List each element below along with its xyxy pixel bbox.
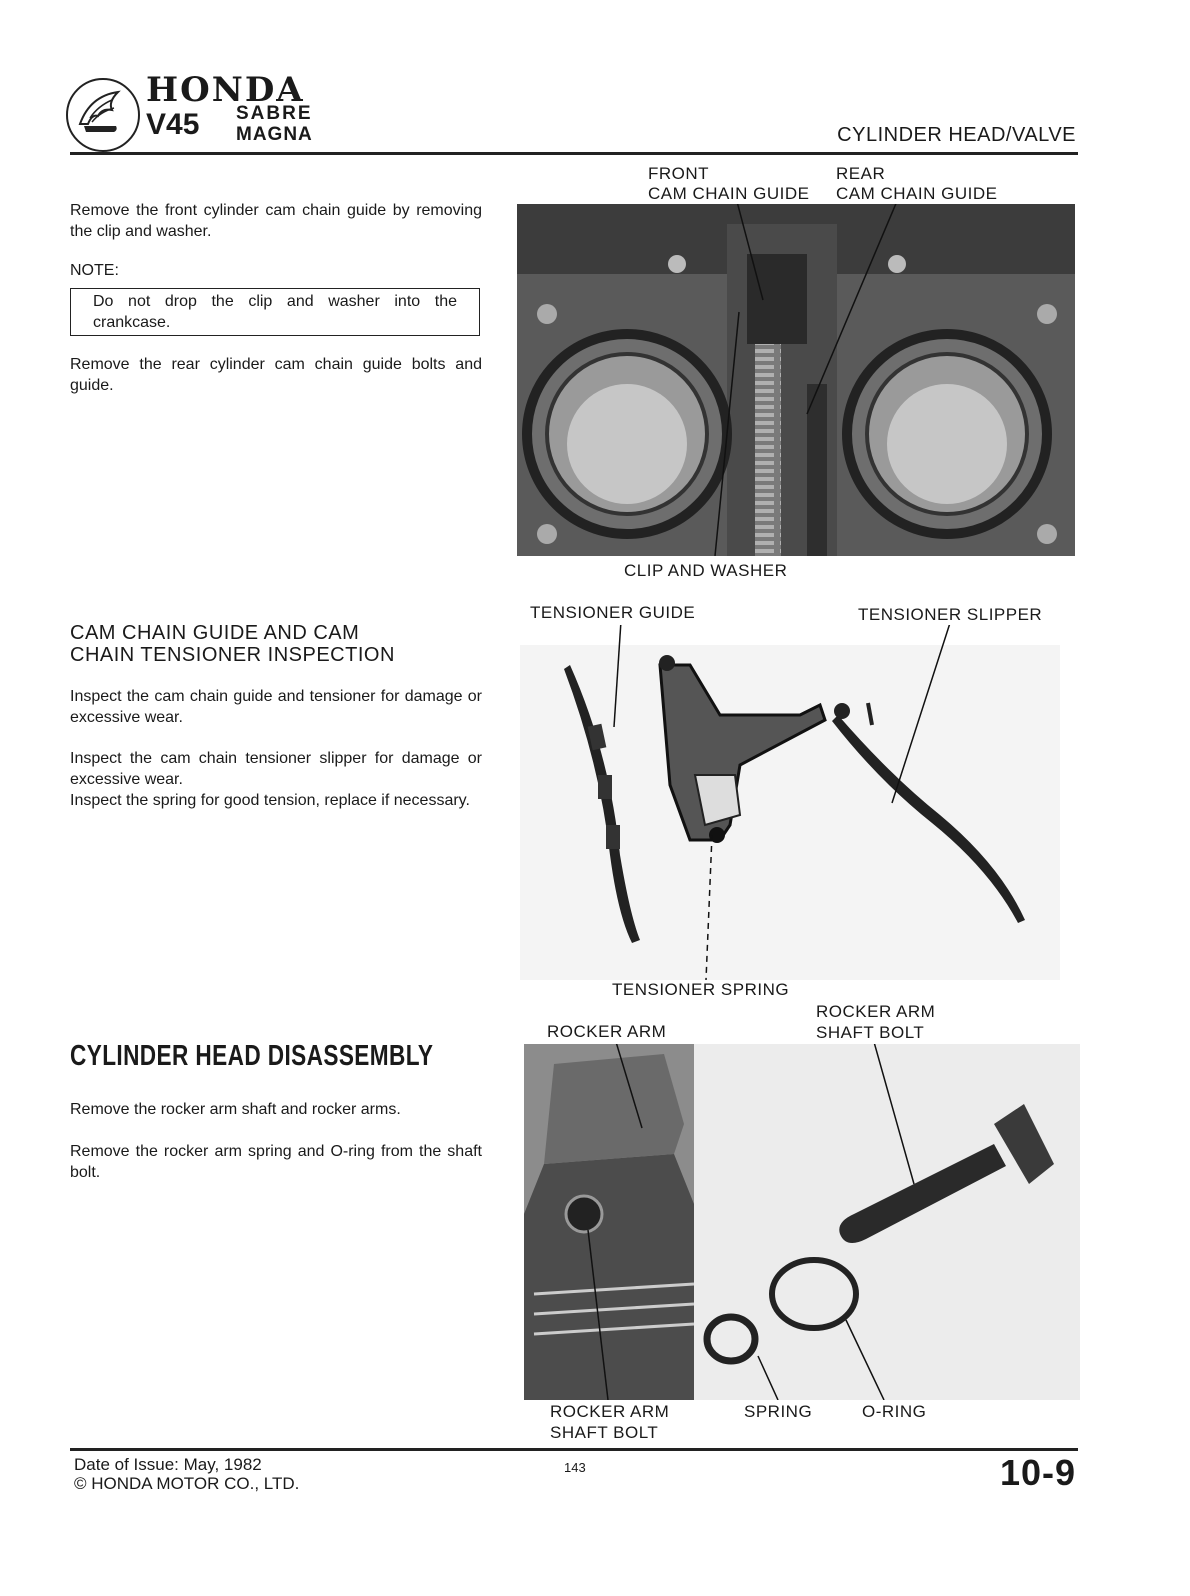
brand-name: HONDA (146, 70, 305, 110)
paragraph-remove-rocker-arms: Remove the rocker arm shaft and rocker arms. (70, 1101, 401, 1118)
heading-line-1: CAM CHAIN GUIDE AND CAM (70, 622, 360, 644)
header-rule (70, 152, 1078, 155)
section-page-number: 10-9 (999, 1452, 1076, 1493)
label-front-1: FRONT (648, 164, 710, 183)
label-shaft-bolt-bottom-1: ROCKER ARM (550, 1402, 670, 1421)
paragraph-inspect-spring: Inspect the spring for good tension, replace if necessary. (70, 792, 470, 809)
paragraph-remove-spring-oring: Remove the rocker arm spring and O-ring from the shaft bolt. (70, 1143, 482, 1181)
section-title: CYLINDER HEAD/VALVE (837, 124, 1076, 146)
tensioner-parts-photo (520, 625, 1060, 980)
note-text: Do not drop the clip and washer into the crankcase. (93, 293, 457, 331)
label-rear-2: CAM CHAIN GUIDE (836, 184, 998, 203)
heading-cylinder-head-disassembly: CYLINDER HEAD DISASSEMBLY (70, 1040, 434, 1072)
page-number: 143 (564, 1460, 586, 1475)
copyright: © HONDA MOTOR CO., LTD. (74, 1474, 300, 1493)
paragraph-inspect-guide: Inspect the cam chain guide and tensioner for damage or excessive wear. (70, 688, 482, 726)
note-box (70, 288, 480, 336)
paragraph-inspect-slipper: Inspect the cam chain tensioner slipper for damage or excessive wear. (70, 750, 482, 788)
label-spring: SPRING (744, 1402, 813, 1421)
footer-rule (70, 1448, 1078, 1451)
issue-date: Date of Issue: May, 1982 (74, 1455, 262, 1474)
label-clip-and-washer: CLIP AND WASHER (624, 561, 788, 580)
label-rear-1: REAR (836, 164, 886, 183)
cylinder-cam-chain-photo (517, 204, 1075, 556)
label-oring: O-RING (862, 1402, 927, 1421)
model-variant-sabre: SABRE (236, 103, 313, 124)
label-tensioner-guide: TENSIONER GUIDE (530, 603, 696, 622)
model-variant-magna: MAGNA (236, 124, 313, 145)
footer-issue-info (74, 1455, 299, 1493)
paragraph-remove-rear-guide: Remove the rear cylinder cam chain guide bolts and guide. (70, 356, 482, 394)
paragraph-remove-front-guide: Remove the front cylinder cam chain guide by removing the clip and washer. (70, 202, 482, 240)
note-label: NOTE: (70, 262, 119, 279)
label-tensioner-slipper: TENSIONER SLIPPER (858, 605, 1043, 624)
honda-wing-logo-icon (66, 78, 140, 152)
label-shaft-bolt-top-2: SHAFT BOLT (816, 1023, 925, 1042)
model-name: V45 (146, 108, 200, 141)
label-front-2: CAM CHAIN GUIDE (648, 184, 810, 203)
rocker-arm-parts-photo (524, 1044, 1080, 1400)
label-shaft-bolt-top-1: ROCKER ARM (816, 1002, 936, 1021)
label-tensioner-spring: TENSIONER SPRING (612, 980, 790, 999)
label-rocker-arm: ROCKER ARM (547, 1022, 667, 1041)
label-shaft-bolt-bottom-2: SHAFT BOLT (550, 1423, 659, 1442)
heading-cam-chain-inspection (70, 622, 470, 666)
heading-line-2: CHAIN TENSIONER INSPECTION (70, 644, 395, 666)
